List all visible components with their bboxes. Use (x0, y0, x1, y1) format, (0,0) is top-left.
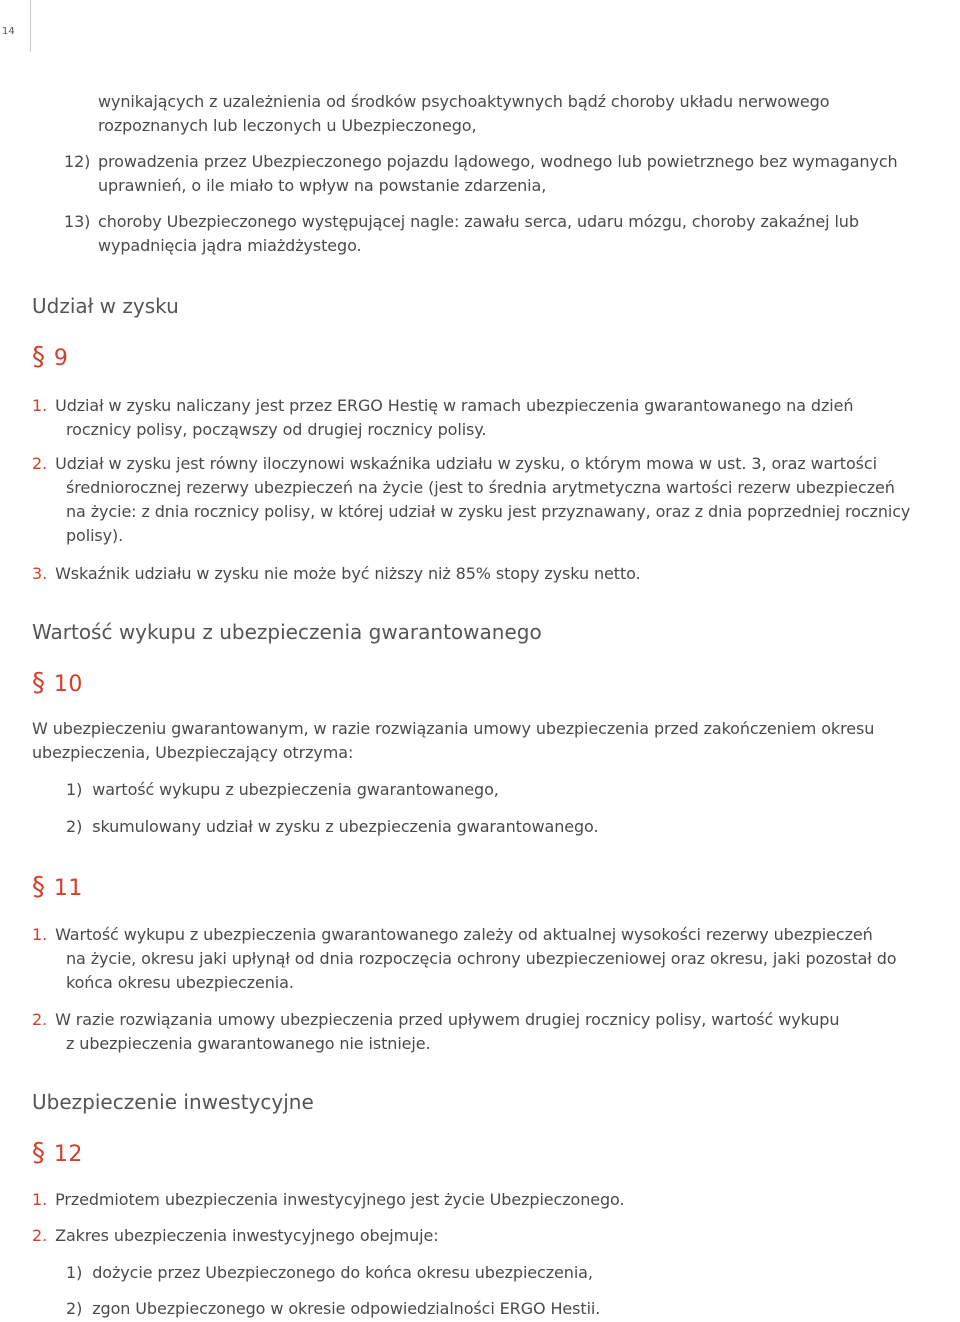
surrender-list-item-1-number: 1) (66, 780, 83, 799)
intro-line-1: wynikających z uzależnienia od środków psychoaktywnych bądź choroby układu nerwowego (98, 92, 830, 111)
surrender-list-item-2-number: 2) (66, 817, 83, 836)
profit-item-2-line-2: średniorocznej rezerwy ubezpieczeń na życie (jest to średnia arytmetyczna wartości rezerw ubezpieczeń (66, 478, 895, 497)
surrender-intro-line-2: ubezpieczenia, Ubezpieczający otrzyma: (32, 743, 354, 762)
list-item-13-line-1: choroby Ubezpieczonego występującej nagle: zawału serca, udaru mózgu, choroby zakaźnej lub (98, 212, 859, 231)
paragraph-number-10: 10 (53, 672, 83, 697)
investment-item-1-number: 1. (32, 1190, 48, 1209)
surrender-list-item-1 (66, 778, 499, 802)
list-item-12 (64, 150, 898, 174)
section-sign-10: § (32, 668, 45, 698)
profit-item-1-line-1: Udział w zysku naliczany jest przez ERGO Hestię w ramach ubezpieczenia gwarantowanego na dzień (55, 396, 854, 415)
paragraph-marker-10 (32, 662, 83, 702)
profit-item-2-line-3: na życie: z dnia rocznicy polisy, w której udział w zysku jest przyznawany, oraz z dnia poprzedniej rocznicy (66, 502, 911, 521)
investment-item-2-text: Zakres ubezpieczenia inwestycyjnego obejmuje: (55, 1226, 439, 1245)
surrender-item-1-line-1: Wartość wykupu z ubezpieczenia gwarantowanego zależy od aktualnej wysokości rezerwy ubezpieczeń (55, 925, 873, 944)
list-item-13 (64, 210, 859, 234)
section-sign-11: § (32, 872, 45, 902)
profit-item-3 (32, 562, 641, 586)
list-item-12-number: 12) (64, 152, 91, 171)
investment-list-item-2 (66, 1297, 600, 1321)
investment-list-item-2-text: zgon Ubezpieczonego w okresie odpowiedzialności ERGO Hestii. (92, 1299, 601, 1318)
surrender-item-2-number: 2. (32, 1010, 48, 1029)
paragraph-marker-12 (32, 1132, 83, 1172)
list-item-13-number: 13) (64, 212, 91, 231)
surrender-item-1-line-3: końca okresu ubezpieczenia. (66, 973, 294, 992)
intro-line-2: rozpoznanych lub leczonych u Ubezpieczonego, (98, 116, 477, 135)
investment-item-1-text: Przedmiotem ubezpieczenia inwestycyjnego jest życie Ubezpieczonego. (55, 1190, 625, 1209)
surrender-item-2 (32, 1008, 839, 1032)
section-heading-surrender: Wartość wykupu z ubezpieczenia gwarantowanego (32, 620, 542, 644)
profit-item-1-number: 1. (32, 396, 48, 415)
profit-item-1 (32, 394, 853, 418)
surrender-item-2-line-1: W razie rozwiązania umowy ubezpieczenia przed upływem drugiej rocznicy polisy, wartość wykupu (55, 1010, 840, 1029)
profit-item-2-line-4: polisy). (66, 526, 124, 545)
page-number: 14 (0, 0, 31, 52)
section-heading-profit: Udział w zysku (32, 294, 179, 318)
investment-item-2-number: 2. (32, 1226, 48, 1245)
profit-item-2-number: 2. (32, 454, 48, 473)
profit-item-3-number: 3. (32, 564, 48, 583)
paragraph-number-11: 11 (53, 876, 83, 901)
surrender-list-item-1-text: wartość wykupu z ubezpieczenia gwarantowanego, (92, 780, 499, 799)
investment-list-item-1-number: 1) (66, 1263, 83, 1282)
surrender-item-1-line-2: na życie, okresu jaki upłynął od dnia rozpoczęcia ochrony ubezpieczeniowej oraz okresu, jaki pozostał do (66, 949, 897, 968)
list-item-13-line-2: wypadnięcia jądra miażdżystego. (98, 236, 362, 255)
paragraph-marker-9 (32, 336, 68, 376)
investment-list-item-2-number: 2) (66, 1299, 83, 1318)
profit-item-3-line-1: Wskaźnik udziału w zysku nie może być niższy niż 85% stopy zysku netto. (55, 564, 641, 583)
paragraph-marker-11 (32, 866, 83, 906)
section-sign-9: § (32, 342, 45, 372)
section-heading-investment: Ubezpieczenie inwestycyjne (32, 1090, 314, 1114)
surrender-item-1-number: 1. (32, 925, 48, 944)
surrender-item-2-line-2: z ubezpieczenia gwarantowanego nie istnieje. (66, 1034, 431, 1053)
investment-list-item-1 (66, 1261, 593, 1285)
list-item-12-line-2: uprawnień, o ile miało to wpływ na powstanie zdarzenia, (98, 176, 547, 195)
section-sign-12: § (32, 1138, 45, 1168)
profit-item-2 (32, 452, 877, 476)
profit-item-2-line-1: Udział w zysku jest równy iloczynowi wskaźnika udziału w zysku, o którym mowa w ust. 3, oraz wartości (55, 454, 877, 473)
investment-list-item-1-text: dożycie przez Ubezpieczonego do końca okresu ubezpieczenia, (92, 1263, 593, 1282)
profit-item-1-line-2: rocznicy polisy, począwszy od drugiej rocznicy polisy. (66, 420, 487, 439)
investment-item-1 (32, 1188, 624, 1212)
paragraph-number-12: 12 (53, 1142, 83, 1167)
list-item-12-line-1: prowadzenia przez Ubezpieczonego pojazdu lądowego, wodnego lub powietrznego bez wymaganych (98, 152, 898, 171)
surrender-item-1 (32, 923, 873, 947)
surrender-list-item-2-text: skumulowany udział w zysku z ubezpieczenia gwarantowanego. (92, 817, 599, 836)
paragraph-number-9: 9 (53, 346, 69, 371)
surrender-intro-line-1: W ubezpieczeniu gwarantowanym, w razie rozwiązania umowy ubezpieczenia przed zakończeniem okresu (32, 719, 875, 738)
investment-item-2 (32, 1224, 439, 1248)
surrender-list-item-2 (66, 815, 598, 839)
